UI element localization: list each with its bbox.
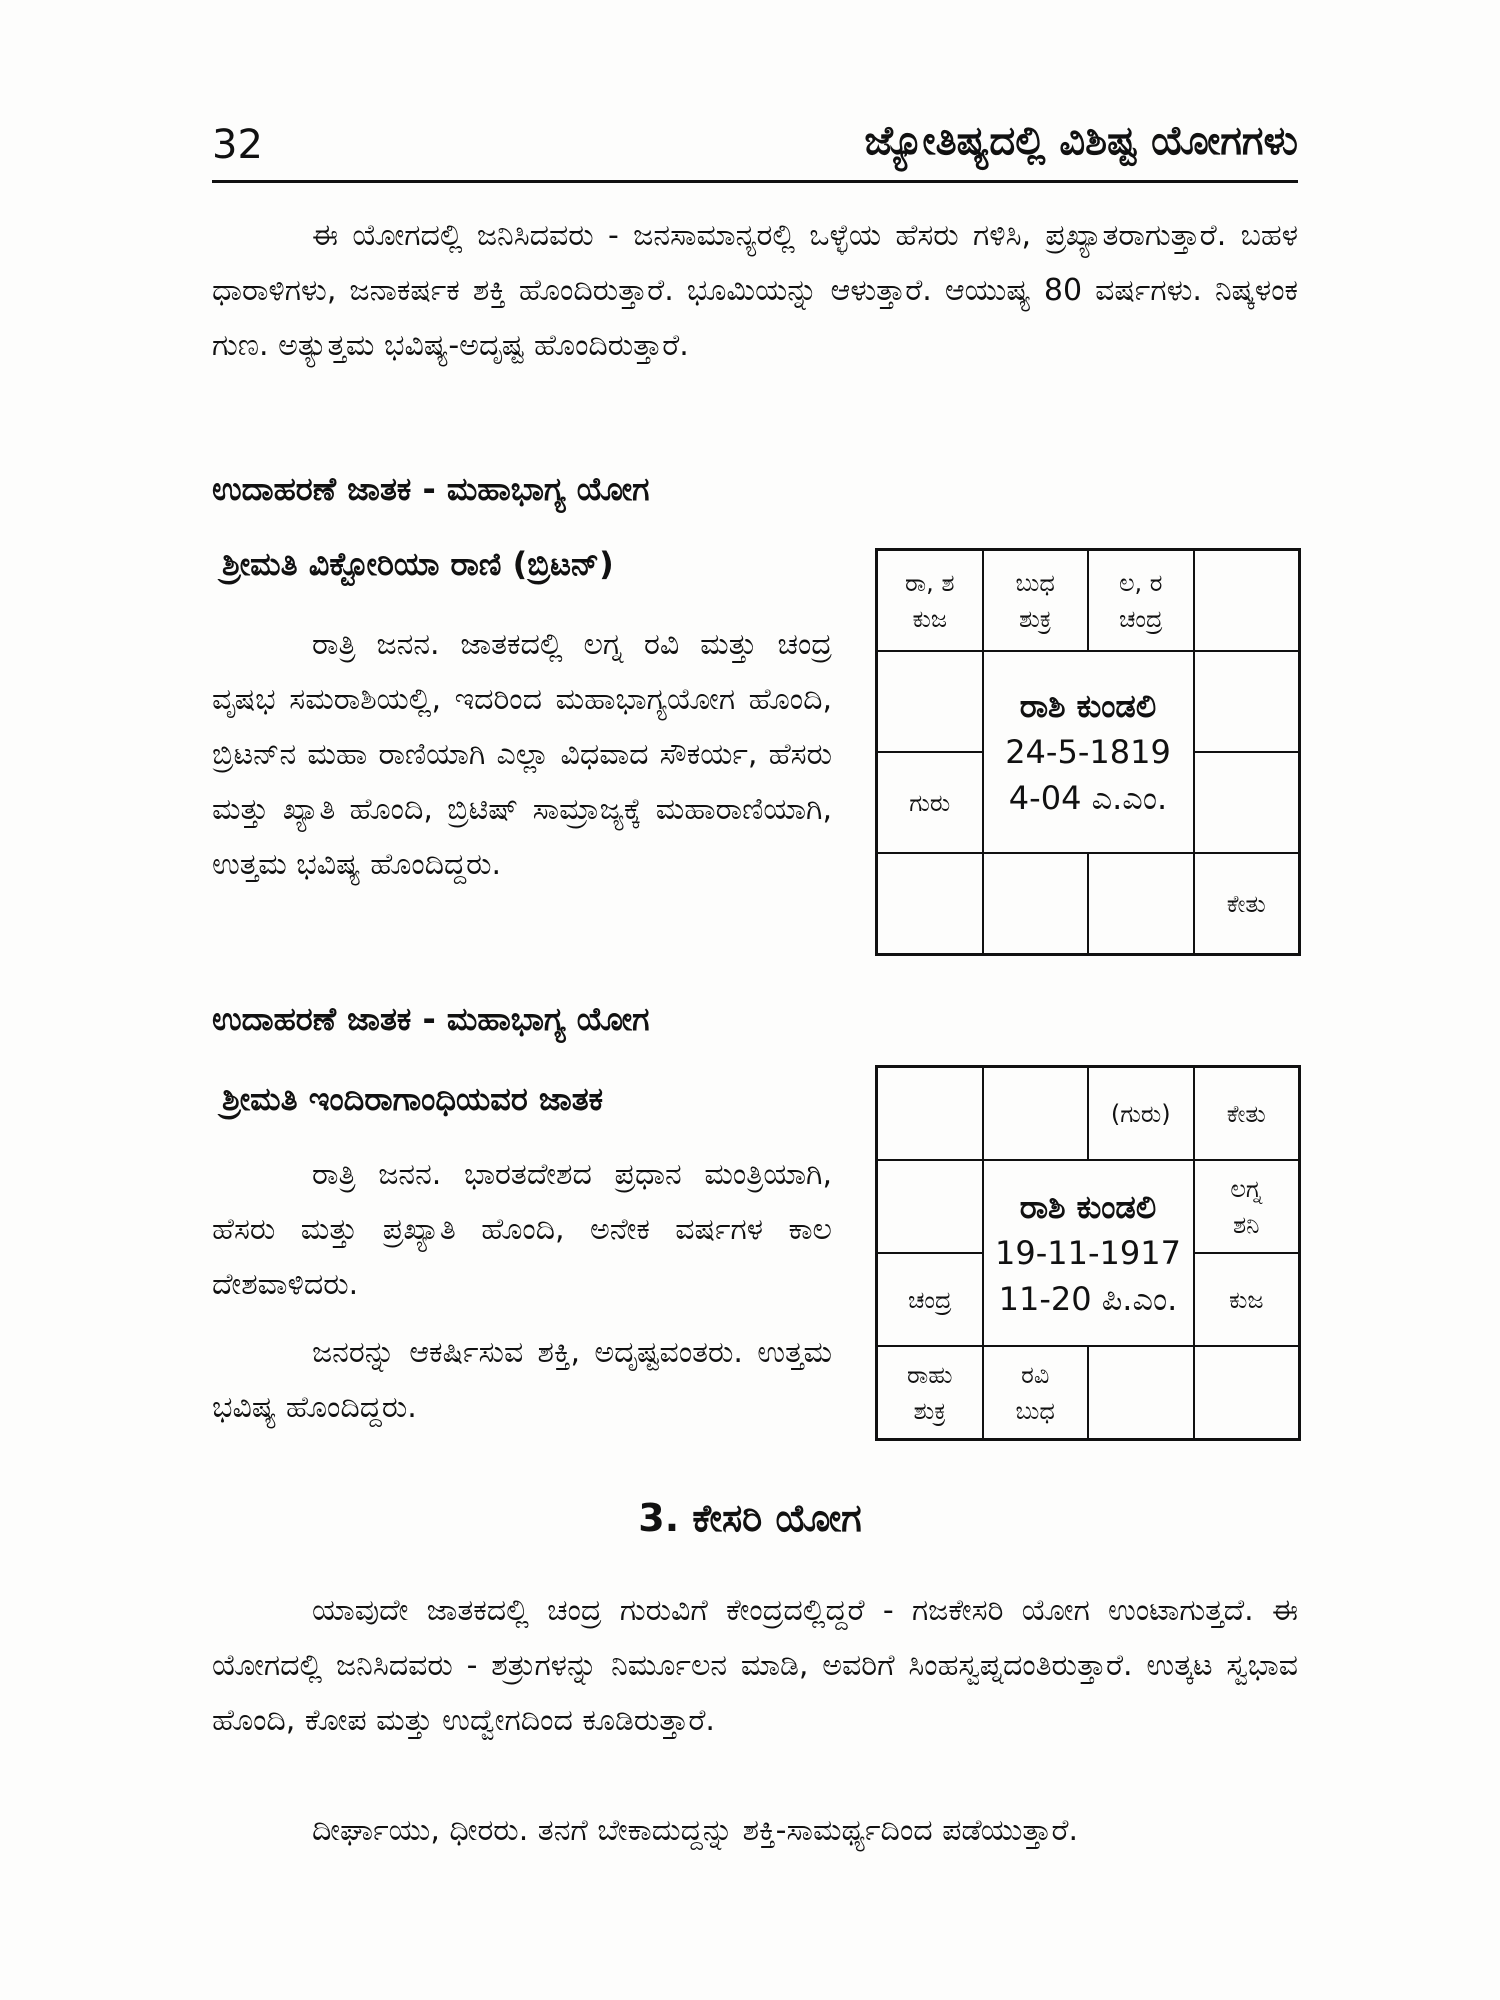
rashi-chart-indira — [875, 1065, 1301, 1441]
section-title-kesari-yoga: 3. ಕೇಸರಿ ಯೋಗ — [638, 1496, 862, 1540]
chart1-house-bottom-3 — [1088, 853, 1194, 954]
chart2-center — [983, 1160, 1194, 1346]
chart1-house-bottom-4-line-1: ಕೇತು — [1226, 889, 1266, 918]
chart2-house-top-4-line-1: ಕೇತು — [1226, 1099, 1266, 1128]
chart2-center-time: 11-20 ಪಿ.ಎಂ. — [998, 1280, 1178, 1318]
chart2-house-bottom-2 — [983, 1346, 1089, 1439]
chart2-house-top-1 — [877, 1067, 983, 1160]
example2-text-1: ರಾತ್ರಿ ಜನನ. ಭಾರತದೇಶದ ಪ್ರಧಾನ ಮಂತ್ರಿಯಾಗಿ, ಹೆಸರು ಮತ್ತು ಪ್ರಖ್ಯಾತಿ ಹೊಂದಿ, ಅನೇಕ ವರ್ಷಗಳ ಕಾಲ ದೇಶವಾಳಿದರು. — [212, 1157, 832, 1302]
chart2-house-top-2 — [983, 1067, 1089, 1160]
example2-heading: ಉದಾಹರಣೆ ಜಾತಕ - ಮಹಾಭಾಗ್ಯ ಯೋಗ — [212, 1000, 650, 1038]
chart1-center — [983, 651, 1194, 853]
chart1-house-top-1 — [877, 550, 983, 651]
chart1-center-date: 24-5-1819 — [1005, 733, 1171, 771]
chart2-house-top-3 — [1088, 1067, 1194, 1160]
chart1-house-bottom-2 — [983, 853, 1089, 954]
chart2-house-bottom-3 — [1088, 1346, 1194, 1439]
chart1-house-top-2 — [983, 550, 1089, 651]
chart2-house-bottom-1-line-2: ಶುಕ್ರ — [913, 1396, 947, 1425]
example1-heading: ಉದಾಹರಣೆ ಜಾತಕ - ಮಹಾಭಾಗ್ಯ ಯೋಗ — [212, 470, 650, 508]
chart2-house-right-2 — [1194, 1253, 1300, 1346]
example1-text: ರಾತ್ರಿ ಜನನ. ಜಾತಕದಲ್ಲಿ ಲಗ್ನ ರವಿ ಮತ್ತು ಚಂದ್ರ ವೃಷಭ ಸಮರಾಶಿಯಲ್ಲಿ, ಇದರಿಂದ ಮಹಾಭಾಗ್ಯಯೋಗ ಹೊಂದಿ, ಬ್ರಿಟನ್‌ನ ಮಹಾ ರಾಣಿಯಾಗಿ ಎಲ್ಲಾ ವಿಧವಾದ ಸೌಕರ್ಯ, ಹೆಸರು ಮತ್ತು ಖ್ಯಾತಿ ಹೊಂದಿ, ಬ್ರಿಟಿಷ್ ಸಾಮ್ರಾಜ್ಯಕ್ಕೆ ಮಹಾರಾಣಿಯಾಗಿ, ಉತ್ತಮ ಭವಿಷ್ಯ ಹೊಂದಿದ್ದರು. — [212, 627, 832, 882]
chart1-center-time: 4-04 ಎ.ಎಂ. — [1008, 779, 1168, 817]
section3-paragraph-2: ದೀರ್ಘಾಯು, ಧೀರರು. ತನಗೆ ಬೇಕಾದುದ್ದನ್ನು ಶಕ್ತಿ-ಸಾಮರ್ಥ್ಯದಿಂದ ಪಡೆಯುತ್ತಾರೆ. — [312, 1813, 1079, 1848]
chart1-house-top-2-line-1: ಬುಧ — [1015, 568, 1055, 597]
chart2-house-top-4 — [1194, 1067, 1300, 1160]
page-number: 32 — [212, 122, 263, 168]
chart2-house-bottom-2-line-1: ರವಿ — [1021, 1360, 1050, 1389]
chart1-house-left-1 — [877, 651, 983, 752]
chart2-house-left-2-line-1: ಚಂದ್ರ — [907, 1285, 952, 1314]
chart2-house-bottom-1-line-1: ರಾಹು — [907, 1360, 953, 1389]
chart1-house-top-1-line-2: ಕುಜ — [912, 604, 948, 633]
rashi-chart-victoria — [875, 548, 1301, 956]
intro-paragraph: ಈ ಯೋಗದಲ್ಲಿ ಜನಿಸಿದವರು - ಜನಸಾಮಾನ್ಯರಲ್ಲಿ ಒಳ್ಳೆಯ ಹೆಸರು ಗಳಿಸಿ, ಪ್ರಖ್ಯಾತರಾಗುತ್ತಾರೆ. ಬಹಳ ಧಾರಾಳಿಗಳು, ಜನಾಕರ್ಷಕ ಶಕ್ತಿ ಹೊಂದಿರುತ್ತಾರೆ. ಭೂಮಿಯನ್ನು ಆಳುತ್ತಾರೆ. ಆಯುಷ್ಯ 80 ವರ್ಷಗಳು. ನಿಷ್ಕಳಂಕ ಗುಣ. ಅತ್ಯುತ್ತಮ ಭವಿಷ್ಯ-ಅದೃಷ್ಟ ಹೊಂದಿರುತ್ತಾರೆ. — [212, 218, 1298, 363]
example1-subheading: ಶ್ರೀಮತಿ ವಿಕ್ಟೋರಿಯಾ ರಾಣಿ (ಬ್ರಿಟನ್) — [222, 545, 614, 583]
chart1-house-top-2-line-2: ಶುಕ್ರ — [1018, 604, 1052, 633]
section3-paragraph-1: ಯಾವುದೇ ಜಾತಕದಲ್ಲಿ ಚಂದ್ರ ಗುರುವಿಗೆ ಕೇಂದ್ರದಲ್ಲಿದ್ದರೆ - ಗಜಕೇಸರಿ ಯೋಗ ಉಂಟಾಗುತ್ತದೆ. ಈ ಯೋಗದಲ್ಲಿ ಜನಿಸಿದವರು - ಶತ್ರುಗಳನ್ನು ನಿರ್ಮೂಲನ ಮಾಡಿ, ಅವರಿಗೆ ಸಿಂಹಸ್ವಪ್ನದಂತಿರುತ್ತಾರೆ. ಉತ್ಕಟ ಸ್ವಭಾವ ಹೊಂದಿ, ಕೋಪ ಮತ್ತು ಉದ್ವೇಗದಿಂದ ಕೂಡಿರುತ್ತಾರೆ. — [212, 1593, 1298, 1738]
chart1-house-right-2 — [1194, 752, 1300, 853]
chart1-house-top-4 — [1194, 550, 1300, 651]
chart1-house-bottom-1 — [877, 853, 983, 954]
running-title: ಜ್ಯೋತಿಷ್ಯದಲ್ಲಿ ವಿಶಿಷ್ಟ ಯೋಗಗಳು — [864, 118, 1298, 164]
chart1-house-left-2 — [877, 752, 983, 853]
chart2-house-top-3-line-1: (ಗುರು) — [1110, 1099, 1171, 1128]
example2-text-2: ಜನರನ್ನು ಆಕರ್ಷಿಸುವ ಶಕ್ತಿ, ಅದೃಷ್ಟವಂತರು. ಉತ್ತಮ ಭವಿಷ್ಯ ಹೊಂದಿದ್ದರು. — [212, 1335, 832, 1425]
chart2-house-bottom-2-line-2: ಬುಧ — [1015, 1396, 1055, 1425]
chart1-house-top-3-line-2: ಚಂದ್ರ — [1118, 604, 1163, 633]
chart1-house-top-1-line-1: ರಾ, ಶ — [904, 568, 955, 597]
page-header — [212, 112, 1298, 183]
chart1-house-right-1 — [1194, 651, 1300, 752]
chart1-house-bottom-4 — [1194, 853, 1300, 954]
chart2-house-right-1 — [1194, 1160, 1300, 1253]
example2-subheading: ಶ್ರೀಮತಿ ಇಂದಿರಾಗಾಂಧಿಯವರ ಜಾತಕ — [222, 1080, 604, 1118]
chart2-center-date: 19-11-1917 — [995, 1234, 1181, 1272]
chart2-house-left-2 — [877, 1253, 983, 1346]
chart2-house-right-2-line-1: ಕುಜ — [1228, 1285, 1264, 1314]
chart2-center-title: ರಾಶಿ ಕುಂಡಲಿ — [1019, 1188, 1157, 1226]
chart1-center-title: ರಾಶಿ ಕುಂಡಲಿ — [1019, 687, 1157, 725]
chart2-house-bottom-4 — [1194, 1346, 1300, 1439]
chart2-house-right-1-line-1: ಲಗ್ನ — [1230, 1174, 1263, 1203]
chart1-house-top-3 — [1088, 550, 1194, 651]
chart2-house-bottom-1 — [877, 1346, 983, 1439]
chart2-house-right-1-line-2: ಶನಿ — [1233, 1210, 1260, 1239]
chart2-house-left-1 — [877, 1160, 983, 1253]
chart1-house-top-3-line-1: ಲ, ರ — [1118, 568, 1163, 597]
chart1-house-left-2-line-1: ಗುರು — [909, 788, 951, 817]
